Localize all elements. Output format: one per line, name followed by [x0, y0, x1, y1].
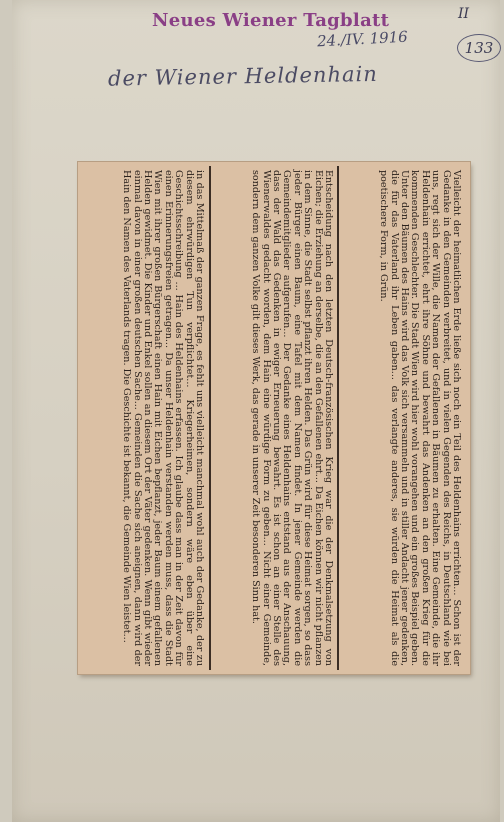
newspaper-clipping [78, 162, 470, 674]
clipping-columns [82, 166, 466, 670]
archive-number-circled: 133 [457, 34, 501, 62]
archive-sheet [12, 0, 500, 822]
handwritten-title: der Wiener Heldenhain [107, 61, 378, 91]
clipping-column-1 [82, 166, 211, 670]
column-2-text: Entscheidung nach den letzten Deutsch-französischen Krieg war die der Denkmalsetzung von Eichen; die Erziehung an derselbe, die an den Gefallenen ehrt... Da Eichen können wir nicht pflanzen in dem Sinne, die Stadt selbst pflanzt ihren Helden. Das Grün wird für diese Heimat sorgen, so dass jeder Bürger einen Baum, eine Tafel mit dem Namen findet. In jener Gemeinde werden die Gemeindemitglieder aufgerufen... Der Gedanke eines Heldenhains entstand aus der Anschauung, dass der Wald das Gedenken in ewiger Erneuerung bewahrt. Es ist schon an einer Stelle des Wienerwaldes gedacht worden, dem Hain eine würdige Form zu geben... Nicht einer Gemeinde, sondern dem ganzen Volke gilt dieses Werk, das gerade in unserer Zeit besonderen Sinn hat. [249, 170, 334, 666]
archive-number-top: II [458, 6, 470, 22]
clipping-column-2 [211, 166, 340, 670]
clipping-column-3 [339, 166, 466, 670]
handwritten-date: 24./IV. 1916 [316, 27, 409, 51]
column-1-text: in das Mittelmaß der ganzen Frage, es fehlt uns vielleicht manchmal wohl auch der Gedanke, der zu diesem ehrwürdigen Tun verpflichtet... Kriegerheimen, sondern wäre eben über eine Geschichtsschreibung ... Hain des Heldenhains erfassen. Ich glaube dass man in der Zeit davon für einen Erinnerungsfreien getragen... Da unser Heldenhain verstanden werden muss, dass die Stadt Wien mit ihrer großen Bürgerschaft einen Hain mit Eichen bepflanzt, jeder Baum einem gefallenen Helden gewidmet. Die Kinder und Enkel sollen an diesem Ort der Väter gedenken. Wenn gibt wieder einmal davon in einer großen deutschen Sache... Gemeinden die Sache sich aneignen, dann wird der Hain den Namen des Vaterlands tragen. Die Geschichte ist bekannt, die Gemeinde Wien leistet... [121, 170, 205, 666]
column-3-text: Vielleicht der heimatlichen Erde ließe sich noch ein Teil des Heldenhains errichten... Schon ist der Gedanke in den Gemeinden verbreitet, und in vielen Gegenden des Reichs, in Deutschland wie bei uns, regt sich der Wille, die Namen der Gefallenen in Bäumen zu erhalten. Eine Gemeinde, die ihr Heldenhain errichtet, ehrt ihre Söhne und bewahrt das Andenken an den großen Krieg für die kommenden Geschlechter. Die Stadt Wien wird hier wohl vorangehen und ein großes Beispiel geben. Unter den Bäumen des Hains wird das Volk sich versammeln und in stiller Andacht jener gedenken, die für das Vaterland ihr Leben gaben... das verlangte anderes, sie würden die Heimat als die poetischere Form, in Grün. [378, 170, 463, 666]
newspaper-stamp: Neues Wiener Tagblatt [152, 10, 390, 31]
